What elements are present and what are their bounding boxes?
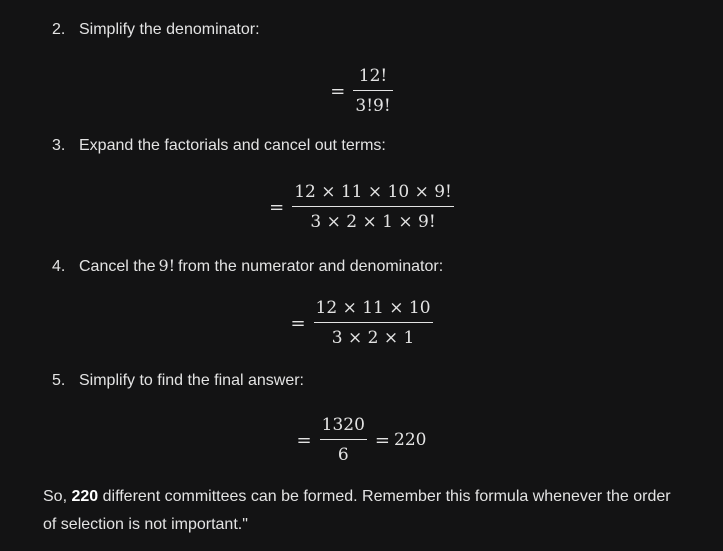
step-instruction-before: Cancel the xyxy=(79,258,156,275)
step-number: 3. xyxy=(52,137,66,154)
fraction-denominator: 6 xyxy=(337,445,349,465)
step-2-equation xyxy=(0,66,723,116)
equals-sign: = xyxy=(296,429,312,451)
step-4-equation xyxy=(0,298,723,348)
fraction xyxy=(353,66,392,116)
conclusion-text: different committees can be formed. Remember this formula whenever the order of selection is not important." xyxy=(43,488,671,533)
step-instruction: Simplify to find the final answer: xyxy=(79,372,304,389)
fraction xyxy=(314,298,433,348)
fraction-numerator: 12 × 11 × 10 × 9! xyxy=(294,182,452,202)
step-3-equation xyxy=(0,182,723,232)
step-number: 4. xyxy=(52,258,66,275)
equals-sign: = xyxy=(290,312,306,334)
conclusion-prefix: So, xyxy=(43,488,68,505)
fraction-numerator: 12 × 11 × 10 xyxy=(315,298,431,318)
step-5-equation xyxy=(0,415,723,465)
equals-sign-right: = xyxy=(374,429,390,451)
fraction-numerator: 12! xyxy=(358,66,388,86)
fraction xyxy=(292,182,454,232)
equals-sign: = xyxy=(330,80,346,102)
inline-math: 9! xyxy=(158,256,176,275)
conclusion-answer: 220 xyxy=(71,488,99,505)
fraction-denominator: 3!9! xyxy=(355,96,391,116)
fraction xyxy=(320,415,367,465)
step-2-text xyxy=(52,21,260,39)
step-3-text xyxy=(52,137,386,155)
step-5-text xyxy=(52,372,304,390)
step-number: 2. xyxy=(52,21,66,38)
equals-sign: = xyxy=(269,196,285,218)
step-number: 5. xyxy=(52,372,66,389)
step-instruction: Expand the factorials and cancel out terms: xyxy=(79,137,386,154)
fraction-numerator: 1320 xyxy=(321,415,365,435)
final-answer-value: 220 xyxy=(394,430,427,450)
step-instruction-after: from the numerator and denominator: xyxy=(178,258,444,275)
fraction-denominator: 3 × 2 × 1 × 9! xyxy=(310,212,436,232)
conclusion-paragraph xyxy=(43,483,683,539)
step-4-text xyxy=(52,256,443,276)
fraction-denominator: 3 × 2 × 1 xyxy=(331,328,415,348)
step-instruction: Simplify the denominator: xyxy=(79,21,260,38)
